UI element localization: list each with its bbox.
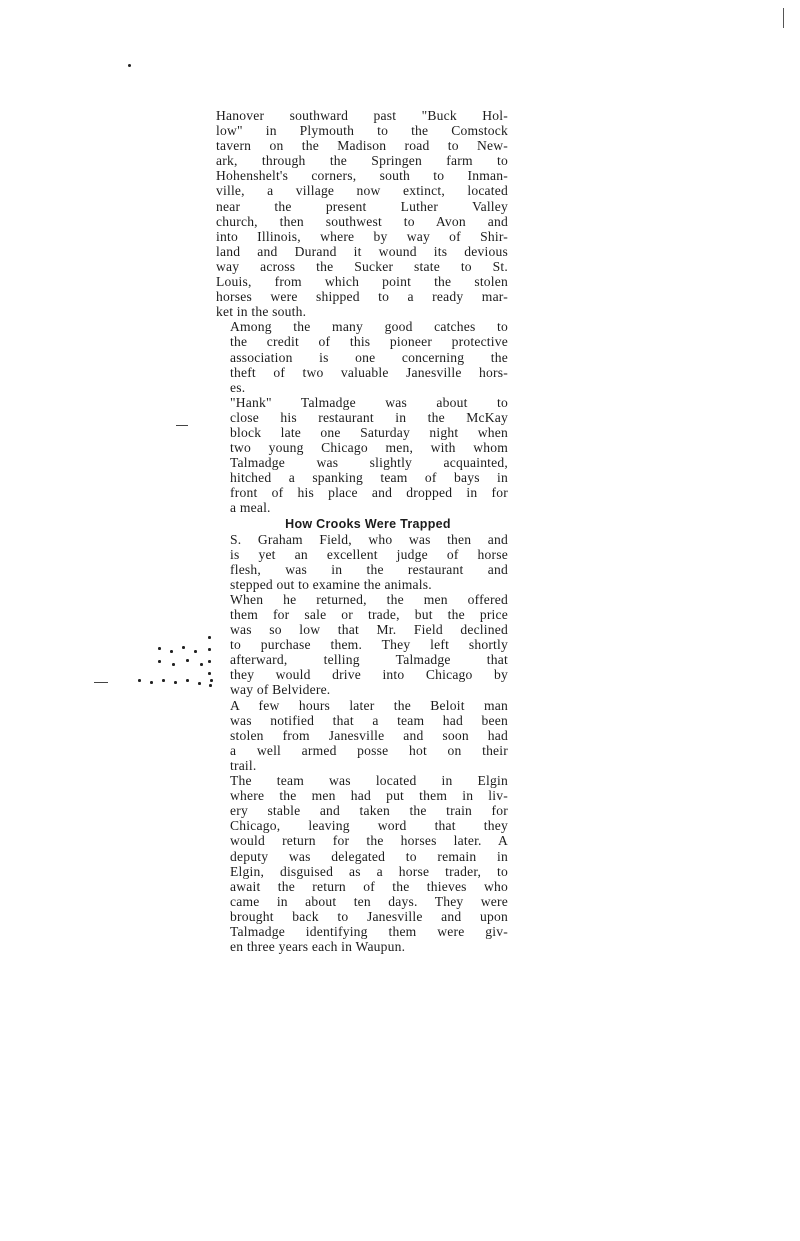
text-line: Louis, from which point the stolen: [216, 274, 508, 290]
text-line: Hanover southward past "Buck Hol-: [216, 108, 508, 123]
text-line: stolen from Janesville and soon had: [230, 727, 508, 743]
text-line: hitched a spanking team of bays in: [230, 470, 508, 486]
article-paragraph: [216, 773, 508, 954]
text-line: When he returned, the men offered: [230, 591, 508, 607]
article-paragraph: [216, 319, 508, 394]
scan-speck: [128, 64, 131, 67]
text-line: way of Belvidere.: [230, 682, 331, 698]
text-line: them for sale or trade, but the price: [230, 607, 508, 622]
text-line: stepped out to examine the animals.: [230, 576, 432, 592]
article-paragraph: [216, 698, 508, 773]
text-line: brought back to Janesville and upon: [230, 908, 508, 924]
text-line: Hohenshelt's corners, south to Inman-: [216, 168, 508, 184]
article-paragraph: [216, 395, 508, 516]
text-line: front of his place and dropped in for: [230, 485, 508, 501]
text-line: flesh, was in the restaurant and: [230, 561, 508, 577]
text-line: Among the many good catches to: [230, 319, 508, 335]
text-line: association is one concerning the: [230, 349, 508, 365]
scan-speck: [138, 679, 141, 682]
text-line: a meal.: [230, 500, 271, 516]
text-line: Talmadge was slightly acquainted,: [230, 455, 508, 471]
text-line: two young Chicago men, with whom: [230, 440, 508, 456]
article-subheading: How Crooks Were Trapped: [285, 516, 451, 531]
text-line: ville, a village now extinct, located: [216, 183, 508, 199]
text-line: tavern on the Madison road to New-: [216, 138, 508, 154]
text-line: en three years each in Waupun.: [230, 939, 406, 955]
text-line: came in about ten days. They were: [230, 893, 508, 909]
scan-speck: [170, 650, 173, 653]
text-line: block late one Saturday night when: [230, 424, 508, 440]
text-line: Talmadge identifying them were giv-: [230, 923, 508, 939]
article-paragraph: [216, 532, 508, 592]
scan-speck: [158, 647, 161, 650]
text-line: ket in the south.: [216, 304, 307, 320]
scan-speck: [150, 681, 153, 684]
text-line: near the present Luther Valley: [216, 198, 508, 214]
text-line: "Hank" Talmadge was about to: [230, 394, 508, 410]
scan-speck: [186, 679, 189, 682]
text-line: Chicago, leaving word that they: [230, 818, 508, 834]
text-line: a well armed posse hot on their: [230, 742, 508, 758]
article-body-bottom: [216, 532, 508, 955]
scan-speck: [174, 681, 177, 684]
text-line: es.: [230, 379, 246, 395]
text-line: way across the Sucker state to St.: [216, 258, 508, 274]
text-line: ark, through the Springen farm to: [216, 153, 508, 169]
scan-speck: [210, 679, 213, 682]
text-line: Elgin, disguised as a horse trader, to: [230, 863, 508, 879]
text-line: theft of two valuable Janesville hors-: [230, 364, 508, 380]
article-body-top: [216, 108, 508, 516]
text-line: church, then southwest to Avon and: [216, 213, 508, 229]
text-line: low" in Plymouth to the Comstock: [216, 123, 508, 139]
scan-dash: [176, 425, 188, 426]
scan-speck: [208, 660, 211, 663]
scan-speck: [162, 679, 165, 682]
text-line: they would drive into Chicago by: [230, 667, 508, 683]
scan-speck: [209, 684, 212, 687]
scan-speck: [182, 646, 185, 649]
text-line: was so low that Mr. Field declined: [230, 622, 508, 638]
text-line: where the men had put them in liv-: [230, 788, 508, 804]
text-line: would return for the horses later. A: [230, 833, 508, 849]
text-line: into Illinois, where by way of Shir-: [216, 228, 508, 244]
scan-speck: [198, 682, 201, 685]
article-paragraph: [216, 108, 508, 319]
text-line: await the return of the thieves who: [230, 878, 508, 894]
text-line: the credit of this pioneer protective: [230, 334, 508, 350]
scan-speck: [158, 660, 161, 663]
scan-speck: [186, 659, 189, 662]
text-line: trail.: [230, 757, 257, 773]
text-line: afterward, telling Talmadge that: [230, 652, 508, 668]
scan-edge-mark: [783, 8, 784, 28]
scan-speck: [208, 672, 211, 675]
text-line: deputy was delegated to remain in: [230, 848, 508, 864]
article-paragraph: [216, 592, 508, 698]
scan-dash: [94, 682, 108, 683]
scan-speck: [200, 663, 203, 666]
text-line: ery stable and taken the train for: [230, 803, 508, 819]
text-line: was notified that a team had been: [230, 712, 508, 728]
text-line: land and Durand it wound its devious: [216, 243, 508, 259]
text-line: to purchase them. They left shortly: [230, 637, 508, 653]
scan-speck: [194, 650, 197, 653]
text-line: S. Graham Field, who was then and: [230, 531, 508, 547]
scan-speck: [208, 648, 211, 651]
newspaper-clipping: [216, 108, 508, 954]
text-line: horses were shipped to a ready mar-: [216, 289, 508, 305]
text-line: is yet an excellent judge of horse: [230, 546, 508, 562]
text-line: A few hours later the Beloit man: [230, 697, 508, 713]
scan-speck: [172, 663, 175, 666]
scan-speck: [208, 636, 211, 639]
text-line: The team was located in Elgin: [230, 773, 508, 789]
text-line: close his restaurant in the McKay: [230, 409, 508, 425]
